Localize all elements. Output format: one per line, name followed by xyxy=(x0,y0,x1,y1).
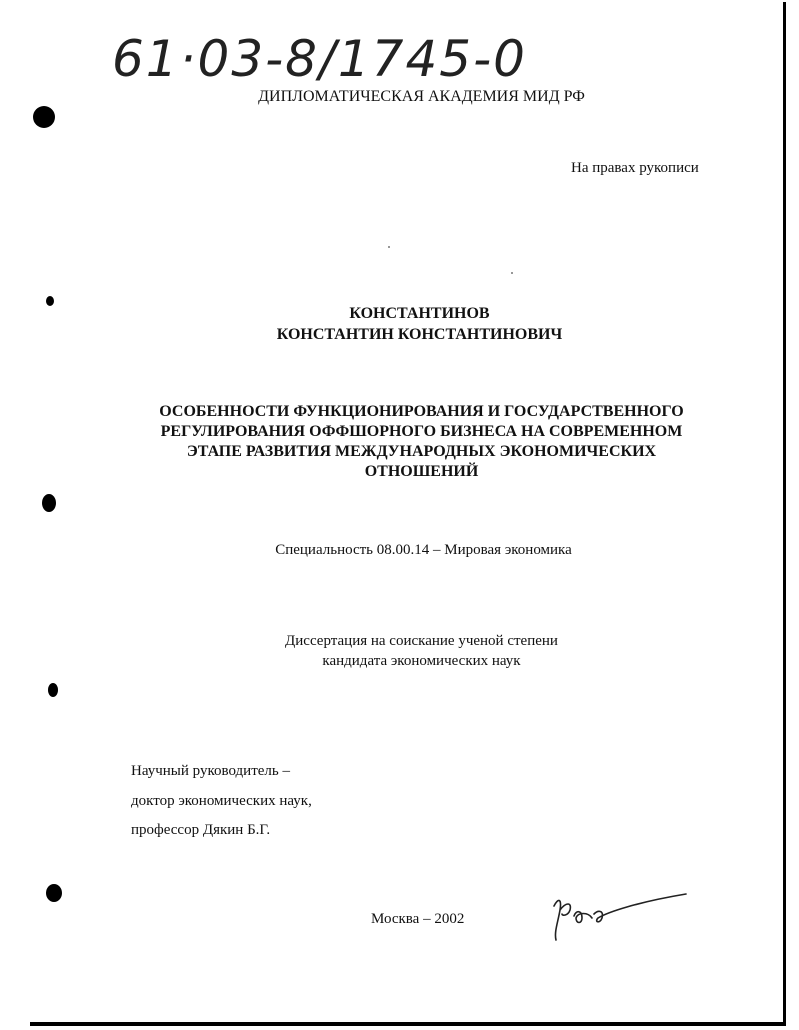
handwritten-code-text: 61·03-8/1745-0 xyxy=(112,30,527,88)
binding-mark xyxy=(46,296,54,306)
scan-speck xyxy=(388,246,390,248)
author-surname: КОНСТАНТИНОВ xyxy=(349,305,490,322)
scan-speck xyxy=(511,272,513,274)
handwritten-code xyxy=(112,18,572,93)
title-line: ОСОБЕННОСТИ ФУНКЦИОНИРОВАНИЯ И ГОСУДАРСТВЕННОГО xyxy=(159,403,684,420)
binding-mark xyxy=(33,106,55,128)
author-given-names: КОНСТАНТИН КОНСТАНТИНОВИЧ xyxy=(276,326,563,343)
dissertation-line-1: Диссертация на соискание ученой степени xyxy=(285,633,558,649)
binding-mark xyxy=(46,884,62,902)
dissertation-line-2: кандидата экономических наук xyxy=(322,653,521,669)
title-line: РЕГУЛИРОВАНИЯ ОФФШОРНОГО БИЗНЕСА НА СОВРЕМЕННОМ xyxy=(160,423,683,440)
supervisor-name: профессор Дякин Б.Г. xyxy=(131,822,271,838)
scan-border-right xyxy=(783,2,786,1026)
signature xyxy=(548,888,693,948)
binding-mark xyxy=(42,494,56,512)
supervisor-degree: доктор экономических наук, xyxy=(131,793,312,809)
binding-mark xyxy=(48,683,58,697)
academy-name: ДИПЛОМАТИЧЕСКАЯ АКАДЕМИЯ МИД РФ xyxy=(258,88,585,105)
specialty: Специальность 08.00.14 – Мировая экономика xyxy=(275,542,572,558)
title-line: ОТНОШЕНИЙ xyxy=(364,463,479,480)
city-year: Москва – 2002 xyxy=(371,911,465,927)
rights-notice: На правах рукописи xyxy=(571,160,699,176)
scan-border-bottom xyxy=(30,1022,786,1026)
title-line: ЭТАПЕ РАЗВИТИЯ МЕЖДУНАРОДНЫХ ЭКОНОМИЧЕСКИХ xyxy=(186,443,657,460)
supervisor-label: Научный руководитель – xyxy=(131,763,290,779)
